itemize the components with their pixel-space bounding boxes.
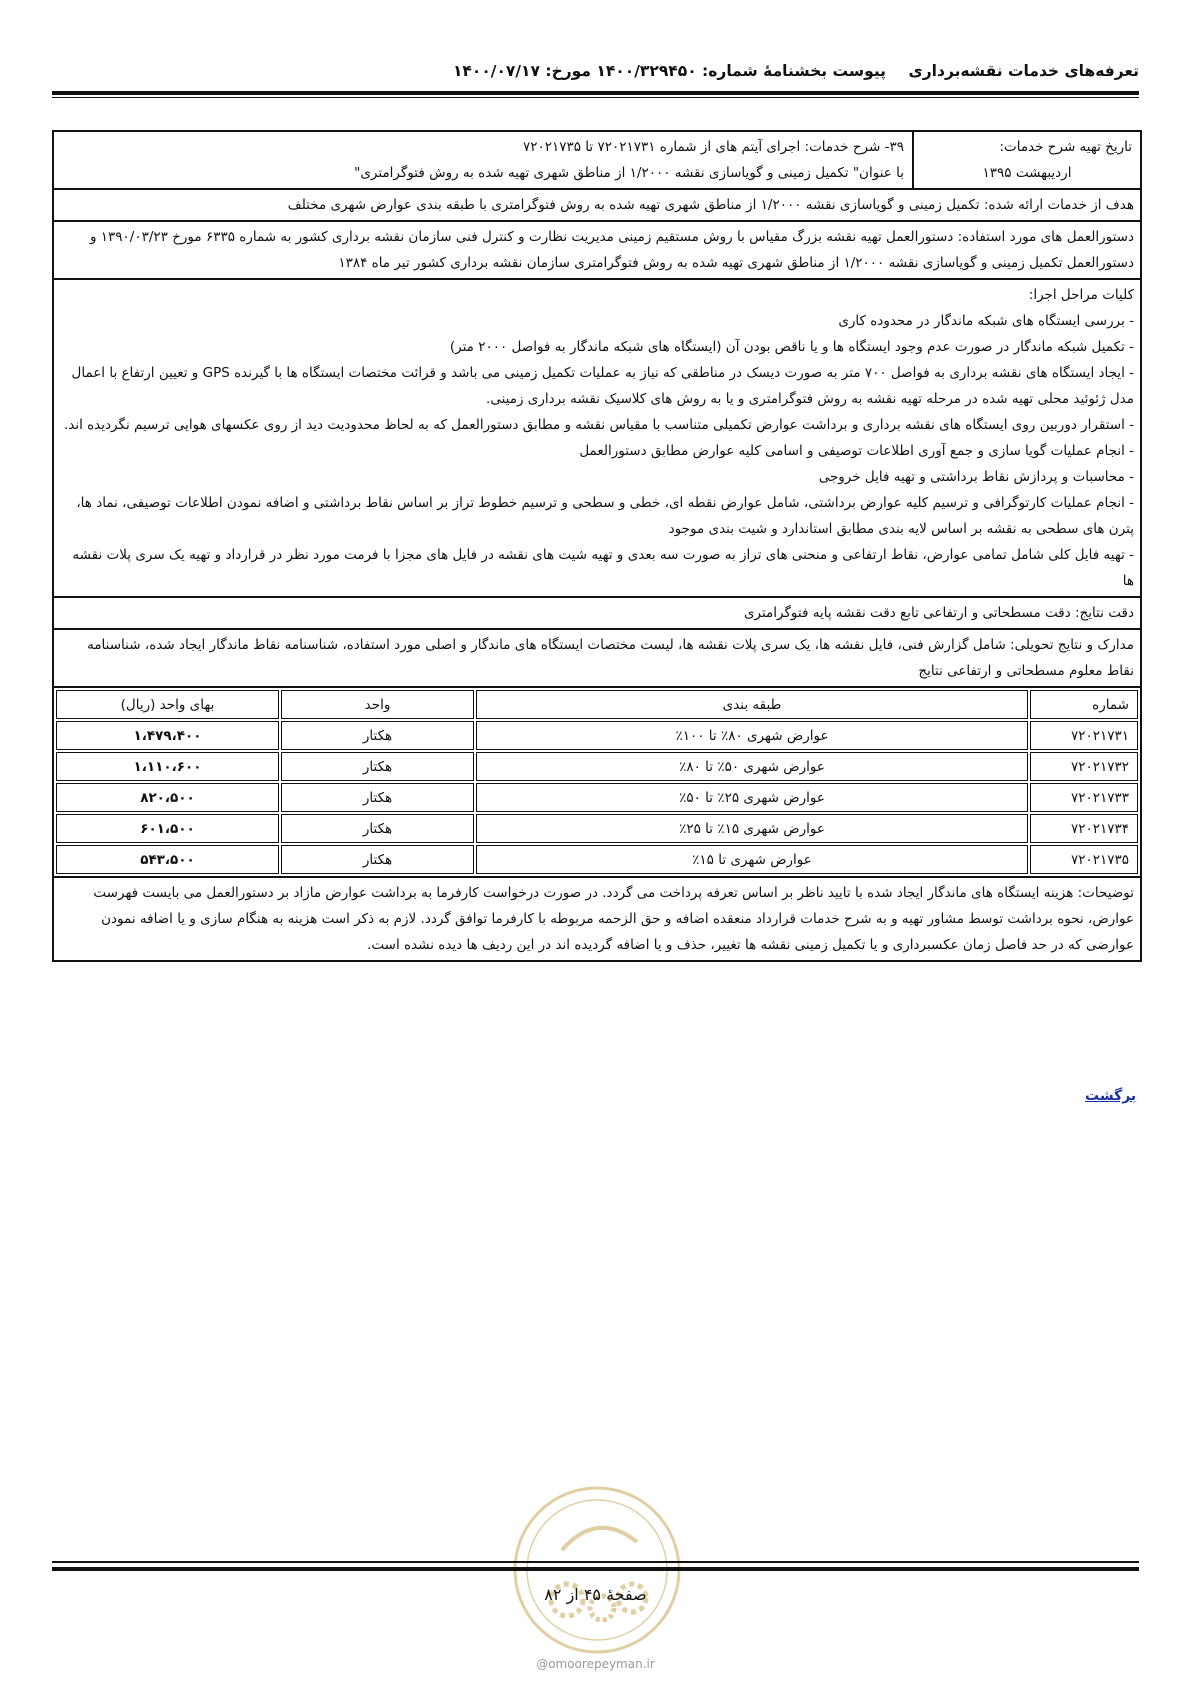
goal-row: هدف از خدمات ارائه شده: تکمیل زمینی و گویاسازی نقشه ۱/۲۰۰۰ از مناطق شهری تهیه شده به روش فتوگرامتری با طبقه بندی عوارض شهری مختلف [54, 190, 1140, 222]
footer-rule [52, 1567, 1139, 1571]
pricing-table [54, 688, 1140, 876]
date-value: اردیبهشت ۱۳۹۵ [982, 165, 1072, 181]
row-price: ۶۰۱،۵۰۰ [56, 814, 279, 843]
row-number: ۷۲۰۲۱۷۳۵ [1030, 845, 1138, 874]
row-price: ۱،۱۱۰،۶۰۰ [56, 752, 279, 781]
step-item: - انجام عملیات گویا سازی و جمع آوری اطلاعات توصیفی و اسامی کلیه عوارض مطابق دستورالعمل [579, 443, 1134, 459]
header-unit: واحد [281, 690, 474, 719]
step-item: - استقرار دوربین روی ایستگاه های نقشه برداری و برداشت عوارض تکمیلی متناسب با مقیاس نقشه و مطابق دستورالعمل که به لحاظ محدودیت دید از روی عکسهای هوایی ترسیم نگردیده اند. [63, 417, 1134, 433]
step-item: - محاسبات و پردازش نقاط برداشتی و تهیه فایل خروجی [818, 469, 1134, 485]
row-unit: هکتار [281, 814, 474, 843]
service-title-row [54, 132, 1140, 190]
row-number: ۷۲۰۲۱۷۳۲ [1030, 752, 1138, 781]
row-number: ۷۲۰۲۱۷۳۴ [1030, 814, 1138, 843]
page-number: صفحهٔ ۴۵ از ۸۲ [544, 1585, 647, 1604]
header-category: طبقه بندی [476, 690, 1028, 719]
service-line-2: با عنوان" تکمیل زمینی و گویاسازی نقشه ۱/۲۰۰۰ از مناطق شهری تهیه شده به روش فتوگرامتری" [354, 165, 904, 181]
step-item: - بررسی ایستگاه های شبکه ماندگار در محدوده کاری [838, 313, 1134, 329]
row-category: عوارض شهری ۲۵٪ تا ۵۰٪ [476, 783, 1028, 812]
header-number: شماره [1030, 690, 1138, 719]
row-number: ۷۲۰۲۱۷۳۱ [1030, 721, 1138, 750]
circular-reference: پیوست بخشنامهٔ شماره: ۱۴۰۰/۳۲۹۴۵۰ مورخ: ۱۴۰۰/۰۷/۱۷ [452, 62, 886, 80]
table-row [56, 783, 1138, 812]
row-category: عوارض شهری تا ۱۵٪ [476, 845, 1028, 874]
row-unit: هکتار [281, 783, 474, 812]
page-header [52, 58, 1139, 88]
steps-row [54, 280, 1140, 598]
footer-rule-thin [52, 1561, 1139, 1563]
table-row [56, 752, 1138, 781]
step-item: - انجام عملیات کارتوگرافی و ترسیم کلیه عوارض برداشتی، شامل عوارض نقطه ای، خطی و سطحی و ترسیم خطوط تراز بر اساس نقاط برداشتی و اضافه نمودن اطلاعات توصیفی، نماد ها، پترن های سطحی به نقشه بر اساس لایه بندی مطابق استاندارد و شیت بندی موجود [76, 495, 1134, 537]
row-category: عوارض شهری ۵۰٪ تا ۸۰٪ [476, 752, 1028, 781]
table-row [56, 721, 1138, 750]
header-price: بهای واحد (ریال) [56, 690, 279, 719]
row-unit: هکتار [281, 721, 474, 750]
table-header-row [56, 690, 1138, 719]
row-category: عوارض شهری ۸۰٪ تا ۱۰۰٪ [476, 721, 1028, 750]
row-price: ۵۴۳،۵۰۰ [56, 845, 279, 874]
date-label: تاریخ تهیه شرح خدمات: [999, 139, 1132, 155]
deliverables-row: مدارک و نتایج تحویلی: شامل گزارش فنی، فایل نقشه ها، یک سری پلات نقشه ها، لیست مختصات ایستگاه های ماندگار و اصلی مورد استفاده، شناسنامه نقاط ماندگار ایجاد شده، شناسنامه نقاط معلوم مسطحاتی و ارتفاعی نتایج [54, 630, 1140, 688]
service-line-1: ۳۹- شرح خدمات: اجرای آیتم های از شماره ۷۲۰۲۱۷۳۱ تا ۷۲۰۲۱۷۳۵ [522, 139, 904, 155]
steps-title: کلیات مراحل اجرا: [1028, 287, 1134, 303]
accuracy-row: دقت نتایج: دقت مسطحاتی و ارتفاعی تابع دقت نقشه پایه فتوگرامتری [54, 598, 1140, 630]
table-row [56, 814, 1138, 843]
row-number: ۷۲۰۲۱۷۳۳ [1030, 783, 1138, 812]
row-unit: هکتار [281, 752, 474, 781]
row-price: ۱،۴۷۹،۴۰۰ [56, 721, 279, 750]
step-item: - ایجاد ایستگاه های نقشه برداری به فواصل ۷۰۰ متر به صورت دیسک در مناطقی که نیاز به عملیات تکمیل زمینی می باشد و قرائت مختصات ایستگاه ها با گیرنده GPS و تعیین ارتفاع با اعمال مدل ژئوئید محلی تهیه شده در مرحله تهیه نقشه به روش فتوگرامتری و یا به روش های کلاسیک نقشه برداری زمینی. [71, 365, 1134, 407]
step-item: - تکمیل شبکه ماندگار در صورت عدم وجود ایستگاه ها و یا ناقص بودن آن (ایستگاه های شبکه ماندگار به فواصل ۲۰۰۰ متر) [449, 339, 1134, 355]
service-description-frame [52, 130, 1142, 962]
service-title-cell [54, 132, 914, 188]
pricing-table-row [54, 688, 1140, 878]
document-title: تعرفه‌های خدمات نقشه‌برداری [908, 62, 1139, 80]
row-category: عوارض شهری ۱۵٪ تا ۲۵٪ [476, 814, 1028, 843]
table-row [56, 845, 1138, 874]
row-unit: هکتار [281, 845, 474, 874]
header-rule [52, 91, 1139, 95]
back-link[interactable]: برگشت [1085, 1088, 1137, 1104]
instructions-row: دستورالعمل های مورد استفاده: دستورالعمل تهیه نقشه بزرگ مقیاس با روش مستقیم زمینی مدیریت نظارت و کنترل فنی سازمان نقشه برداری کشور به شماره ۶۳۳۵ مورخ ۱۳۹۰/۰۳/۲۳ و دستورالعمل تکمیل زمینی و گویاسازی نقشه ۱/۲۰۰۰ از مناطق شهری تهیه شده به روش فتوگرامتری سازمان نقشه برداری کشور تیر ماه ۱۳۸۴ [54, 222, 1140, 280]
row-price: ۸۲۰،۵۰۰ [56, 783, 279, 812]
header-rule-thin [52, 97, 1139, 98]
step-item: - تهیه فایل کلی شامل تمامی عوارض، نقاط ارتفاعی و منحنی های تراز به صورت سه بعدی و تهیه شیت های نقشه در فایل های مجزا با فرمت مورد نظر در قرارداد و تهیه یک سری پلات نقشه ها [72, 547, 1134, 589]
watermark-url: @omoorepeyman.ir [536, 1657, 655, 1671]
date-cell [914, 132, 1140, 188]
notes-row: توضیحات: هزینه ایستگاه های ماندگار ایجاد شده با تایید ناظر بر اساس تعرفه پرداخت می گردد. در صورت درخواست کارفرما به برداشت عوارض مازاد بر دستورالعمل می بایست فهرست عوارض، نحوه برداشت توسط مشاور تهیه و به شرح خدمات قرارداد منعقده اضافه و حق الزحمه مربوطه با کارفرما توافق گردد. لازم به ذکر است هزینه به هنگام سازی و یا اضافه نمودن عوارضی که در حد فاصل زمان عکسبرداری و یا تکمیل زمینی نقشه ها تغییر، حذف و یا اضافه گردیده اند در این ردیف ها دیده نشده است. [93, 885, 1134, 953]
